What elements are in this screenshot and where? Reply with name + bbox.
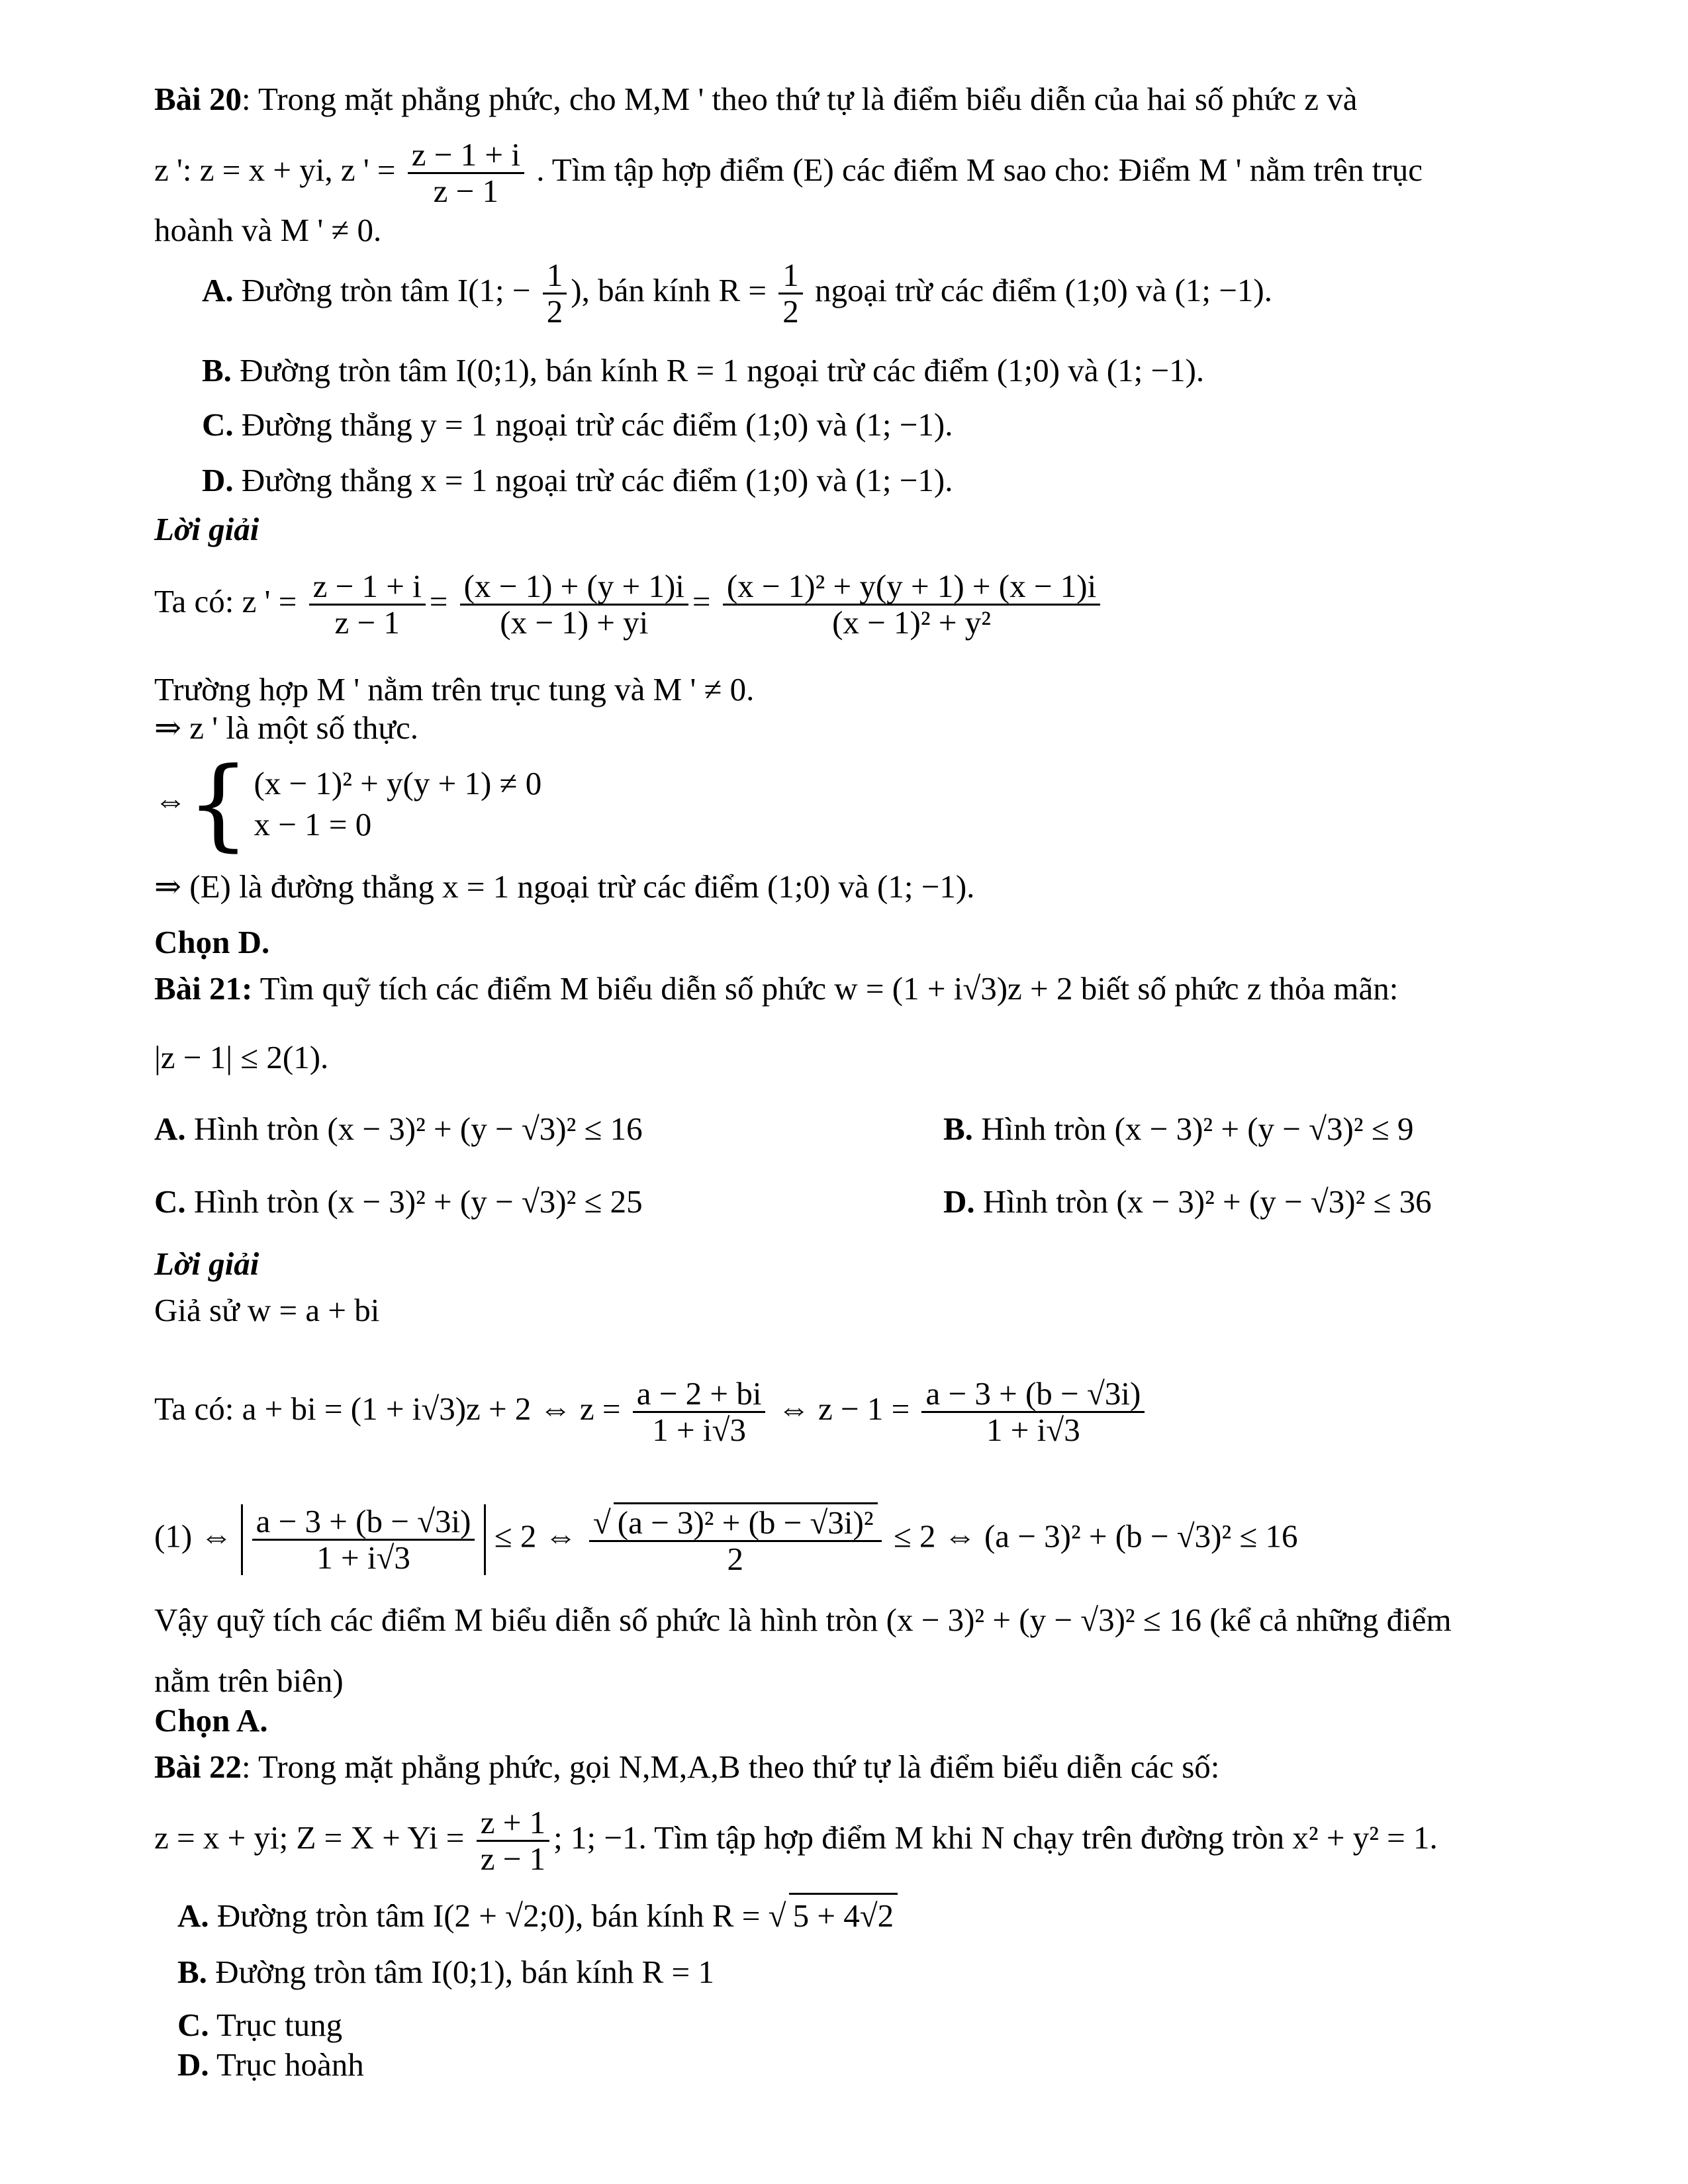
fraction: $\frac{(x - 1) + (y + 1)i}{(x - 1) + yi}$ bbox=[460, 569, 688, 640]
bai21-solution-step2: Ta có: a + bi = (1 + i√3)z + 2 ⇔ z = $\frac{a - 2 + bi}{1 + i√3}$ ⇔ z − 1 = $\frac{a - 3 + (b - √3i)}{1 + i√3}$ bbox=[154, 1377, 1149, 1447]
bai20-solution-system: ⇔{ (x − 1)² + y(y + 1) ≠ 0 x − 1 = 0 bbox=[154, 746, 542, 862]
bai22-question-line1: Bài 22: Trong mặt phẳng phức, gọi N,M,A,B theo thứ tự là điểm biểu diễn các số: bbox=[154, 1749, 1220, 1785]
bai20-solution-conclusion: ⇒ (E) là đường thẳng x = 1 ngoại trừ các điểm (1;0) và (1; −1). bbox=[154, 868, 975, 905]
bai21-solution-step3: (1) ⇔ $\frac{a - 3 + (b - √3i)}{1 + i√3}$ ≤ 2 ⇔ $\frac{\text{√ (a − 3)² + (b − √3i)²}}{2}$ ≤ 2 ⇔ (a − 3)² + (b − √3)² ≤ 16 bbox=[154, 1502, 1298, 1577]
bai21-question-line1: Bài 21: Tìm quỹ tích các điểm M biểu diễn số phức w = (1 + i√3)z + 2 biết số phức z thỏa mãn: bbox=[154, 970, 1399, 1007]
fraction: $\frac{\text{√ (a − 3)² + (b − √3i)²}}{2}$ bbox=[589, 1502, 882, 1576]
fraction: $\frac{1}{2}$ bbox=[543, 258, 567, 329]
bai22-option-d: D. Trục hoành bbox=[177, 2046, 364, 2083]
bai20-title: Bài 20 bbox=[154, 81, 242, 117]
bai22-option-b: B. Đường tròn tâm I(0;1), bán kính R = 1 bbox=[177, 1954, 714, 1990]
fraction: $\frac{a - 2 + bi}{1 + i√3}$ bbox=[633, 1377, 766, 1447]
fraction: $\frac{z - 1 + i}{z - 1}$ bbox=[408, 138, 524, 208]
bai20-solution-step1: Ta có: z ' = $\frac{z - 1 + i}{z - 1}$ = $\frac{(x - 1) + (y + 1)i}{(x - 1) + yi}$ = $\frac{\text{(x − 1)² + y(y + 1) + (x − 1)i}}{\text{(x − 1)² + y²}}$ bbox=[154, 569, 1104, 640]
bai20-option-c: C. Đường thẳng y = 1 ngoại trừ các điểm (1;0) và (1; −1). bbox=[202, 406, 953, 443]
bai21-solution-conclusion-line2: nằm trên biên) bbox=[154, 1662, 344, 1699]
bai20-option-a: A. Đường tròn tâm I(1; − $\frac{1}{2}$ ), bán kính R = $\frac{1}{2}$ ngoại trừ các điểm (1;0) và (1; −1). bbox=[202, 257, 1272, 330]
bai20-question-line3: hoành và M ' ≠ 0. bbox=[154, 212, 382, 248]
fraction: $\frac{z + 1}{z - 1}$ bbox=[477, 1805, 549, 1876]
fraction: $\frac{z - 1 + i}{z - 1}$ bbox=[309, 569, 426, 640]
bai22-question-line2: z = x + yi; Z = X + Yi = $\frac{z + 1}{z - 1}$ ; 1; −1. Tìm tập hợp điểm M khi N chạy trên đường tròn x² + y² = 1. bbox=[154, 1804, 1438, 1877]
bai21-option-d: D. Hình tròn (x − 3)² + (y − √3)² ≤ 36 bbox=[943, 1183, 1432, 1220]
bai20-question-line1: Bài 20: Trong mặt phẳng phức, cho M,M ' theo thứ tự là điểm biểu diễn của hai số phức z và bbox=[154, 81, 1358, 117]
bai20-option-d: D. Đường thẳng x = 1 ngoại trừ các điểm (1;0) và (1; −1). bbox=[202, 462, 953, 498]
bai21-solution-conclusion-line1: Vậy quỹ tích các điểm M biểu diễn số phức là hình tròn (x − 3)² + (y − √3)² ≤ 16 (kể cả những điểm bbox=[154, 1602, 1452, 1638]
bai22-option-c: C. Trục tung bbox=[177, 2007, 343, 2043]
bai20-option-b: B. Đường tròn tâm I(0;1), bán kính R = 1 ngoại trừ các điểm (1;0) và (1; −1). bbox=[202, 352, 1205, 388]
bai20-solution-step3: ⇒ z ' là một số thực. bbox=[154, 709, 418, 746]
fraction: $\frac{\text{(x − 1)² + y(y + 1) + (x − 1)i}}{\text{(x − 1)² + y²}}$ bbox=[723, 569, 1100, 640]
bai21-title: Bài 21: bbox=[154, 970, 253, 1007]
bai20-solution-step2: Trường hợp M ' nằm trên trục tung và M ' ≠ 0. bbox=[154, 671, 755, 707]
bai20-solution-title: Lời giải bbox=[154, 511, 259, 547]
bai21-solution-title: Lời giải bbox=[154, 1246, 259, 1282]
fraction: $\frac{a - 3 + (b - √3i)}{1 + i√3}$ bbox=[921, 1377, 1145, 1447]
bai20-answer: Chọn D. bbox=[154, 924, 270, 960]
fraction: $\frac{1}{2}$ bbox=[778, 258, 803, 329]
fraction: $\frac{a - 3 + (b - √3i)}{1 + i√3}$ bbox=[252, 1504, 475, 1575]
bai22-option-a: A. Đường tròn tâm I(2 + √2;0), bán kính R = √ 5 + 4√2 bbox=[177, 1893, 898, 1936]
bai21-question-line2: |z − 1| ≤ 2(1). bbox=[154, 1039, 329, 1075]
absolute-value bbox=[241, 1504, 487, 1575]
bai22-title: Bài 22 bbox=[154, 1749, 242, 1785]
bai21-option-a: A. Hình tròn (x − 3)² + (y − √3)² ≤ 16 bbox=[154, 1111, 643, 1147]
bai21-solution-step1: Giả sử w = a + bi bbox=[154, 1292, 380, 1328]
bai21-option-b: B. Hình tròn (x − 3)² + (y − √3)² ≤ 9 bbox=[943, 1111, 1414, 1147]
bai21-answer: Chọn A. bbox=[154, 1702, 268, 1739]
bai20-question-line2: z ': z = x + yi, z ' = $\frac{z - 1 + i}{z - 1}$ . Tìm tập hợp điểm (E) các điểm M sao cho: Điểm M ' nằm trên trục bbox=[154, 136, 1423, 209]
bai21-option-c: C. Hình tròn (x − 3)² + (y − √3)² ≤ 25 bbox=[154, 1183, 643, 1220]
